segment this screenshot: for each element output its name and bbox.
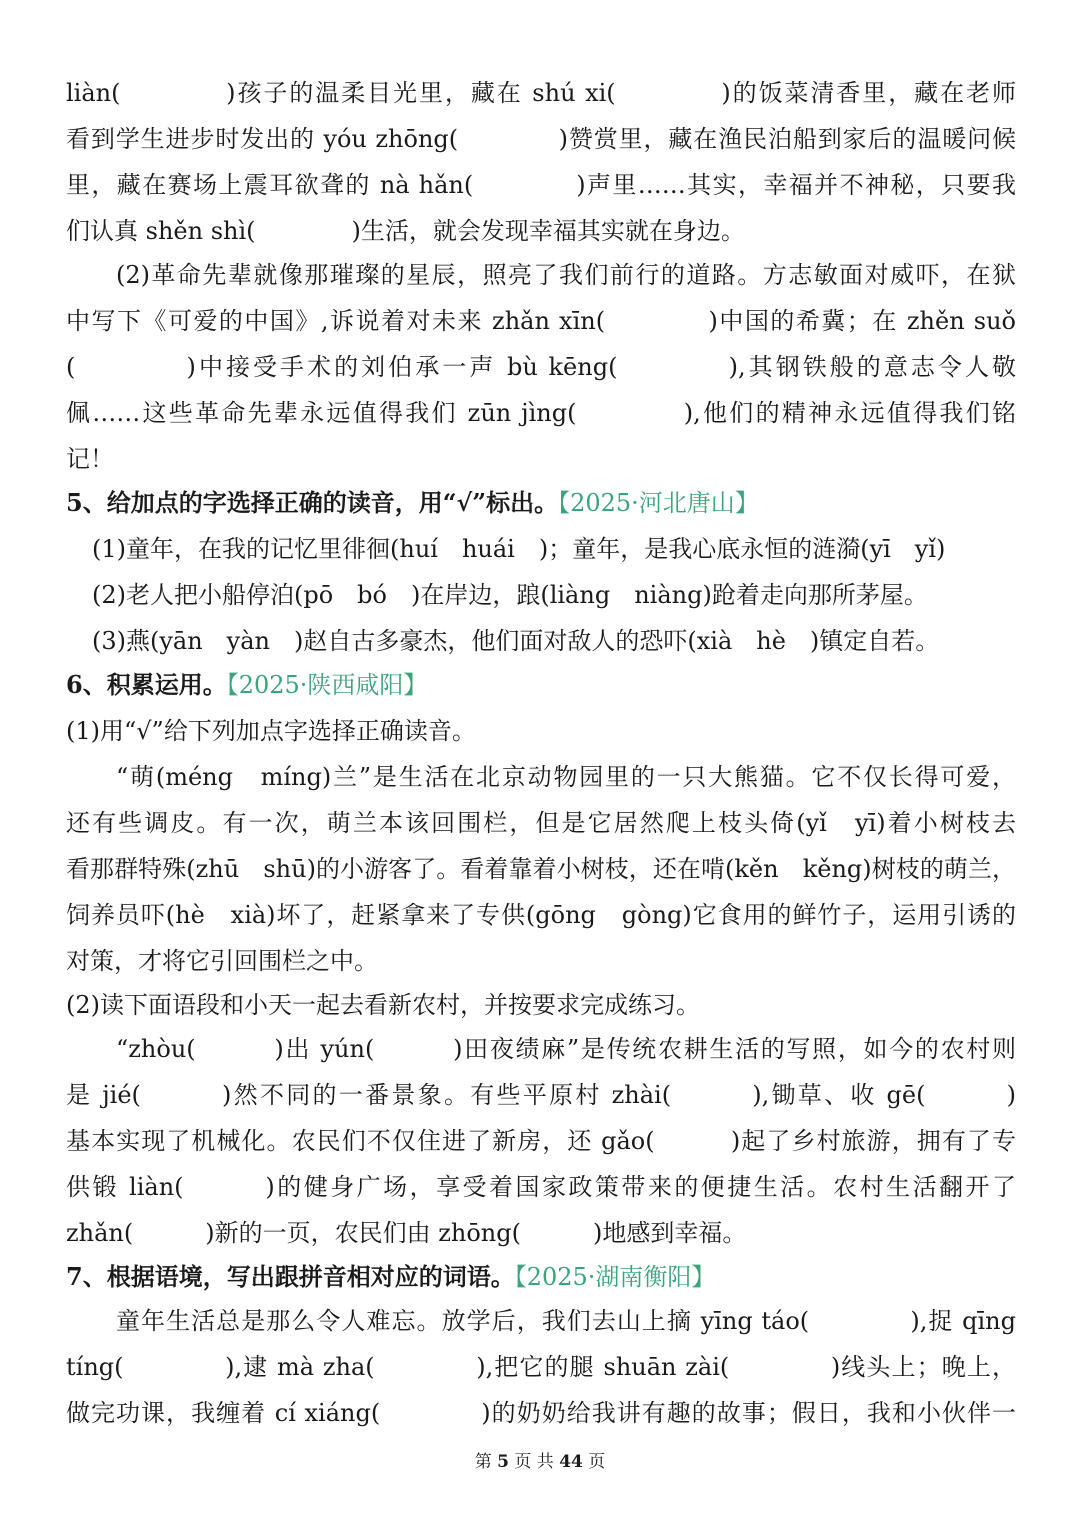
text-line: 里，藏在赛场上震耳欲聋的 nà hǎn( )声里……其实，幸福并不神秘，只要我 (66, 171, 1016, 199)
question-6-source-tag: 【2025·陕西咸阳】 (226, 671, 428, 699)
question-7-heading (66, 1254, 1016, 1300)
question-5-source-tag: 【2025·河北唐山】 (558, 489, 759, 517)
question-6-title: 6、积累运用。 (66, 670, 227, 699)
footer-middle: 页 共 (514, 1452, 554, 1472)
text-line: 还有些调皮。有一次，萌兰本该回围栏，但是它居然爬上枝头倚(yǐ yī)着小树枝去 (66, 809, 1016, 837)
text-line: ( )中接受手术的刘伯承一声 bù kēng( ),其钢铁般的意志令人敬 (66, 353, 1016, 381)
footer-prefix: 第 (474, 1452, 492, 1472)
text-line: 看那群特殊(zhū shū)的小游客了。看着靠着小树枝，还在啃(kěn kěng)树枝的萌兰， (66, 855, 1016, 883)
footer-suffix: 页 (588, 1452, 606, 1472)
question-5-item: (2)老人把小船停泊(pō bó )在岸边，踉(liàng niàng)跄着走向那所茅屋。 (92, 581, 928, 609)
question-7-title: 7、根据语境，写出跟拼音相对应的词语。 (66, 1262, 515, 1291)
text-line: 是 jié( )然不同的一番景象。有些平原村 zhài( ),锄草、收 gē( ) (66, 1081, 1016, 1109)
text-line: 佩……这些革命先辈永远值得我们 zūn jìng( ),他们的精神永远值得我们铭 (66, 399, 1016, 427)
text-line: 基本实现了机械化。农民们不仅住进了新房，还 gǎo( )起了乡村旅游，拥有了专 (66, 1127, 1016, 1155)
text-line: 供锻 liàn( )的健身广场，享受着国家政策带来的便捷生活。农村生活翻开了 (66, 1173, 1016, 1201)
total-page-count: 44 (559, 1452, 583, 1472)
question-6-heading (66, 662, 1016, 708)
text-line: “zhòu( )出 yún( )田夜绩麻”是传统农耕生活的写照，如今的农村则 (116, 1035, 1016, 1063)
question-5-item: (1)童年，在我的记忆里徘徊(huí huái )；童年，是我心底永恒的涟漪(yī yǐ) (92, 535, 946, 563)
text-line: 中写下《可爱的中国》,诉说着对未来 zhǎn xīn( )中国的希冀；在 zhěn suǒ (66, 307, 1016, 335)
text-line: 做完功课，我缠着 cí xiáng( )的奶奶给我讲有趣的故事；假日，我和小伙伴一 (66, 1399, 1016, 1427)
text-line: liàn( )孩子的温柔目光里，藏在 shú xi( )的饭菜清香里，藏在老师 (66, 79, 1016, 107)
text-line: tíng( ),逮 mà zha( ),把它的腿 shuān zài( )线头上；晚上， (66, 1353, 1016, 1381)
question-6-part-1: (1)用“√”给下列加点字选择正确读音。 (66, 717, 476, 745)
text-line: 记！ (66, 445, 114, 473)
text-line: 们认真 shěn shì( )生活，就会发现幸福其实就在身边。 (66, 217, 745, 245)
question-5-title: 5、给加点的字选择正确的读音，用“√”标出。 (66, 488, 559, 517)
page-footer (0, 1450, 1080, 1474)
question-7-source-tag: 【2025·湖南衡阳】 (514, 1263, 716, 1291)
current-page-number: 5 (497, 1452, 509, 1472)
text-line: (2)革命先辈就像那璀璨的星辰，照亮了我们前行的道路。方志敏面对威吓，在狱 (116, 261, 1016, 289)
text-line: 看到学生进步时发出的 yóu zhōng( )赞赏里，藏在渔民泊船到家后的温暖问候 (66, 125, 1016, 153)
text-line: 饲养员吓(hè xià)坏了，赶紧拿来了专供(gōng gòng)它食用的鲜竹子，运用引诱的 (66, 901, 1016, 929)
text-line: 对策，才将它引回围栏之中。 (66, 947, 378, 975)
question-5-item: (3)燕(yān yàn )赵自古多豪杰，他们面对敌人的恐吓(xià hè )镇定自若。 (92, 627, 940, 655)
question-5-heading (66, 480, 1016, 526)
text-line: zhǎn( )新的一页，农民们由 zhōng( )地感到幸福。 (66, 1219, 747, 1247)
text-line: “萌(méng míng)兰”是生活在北京动物园里的一只大熊猫。它不仅长得可爱， (116, 763, 1016, 791)
text-line: 童年生活总是那么令人难忘。放学后，我们去山上摘 yīng táo( ),捉 qīng (116, 1307, 1016, 1335)
question-6-part-2: (2)读下面语段和小天一起去看新农村，并按要求完成练习。 (66, 991, 700, 1019)
